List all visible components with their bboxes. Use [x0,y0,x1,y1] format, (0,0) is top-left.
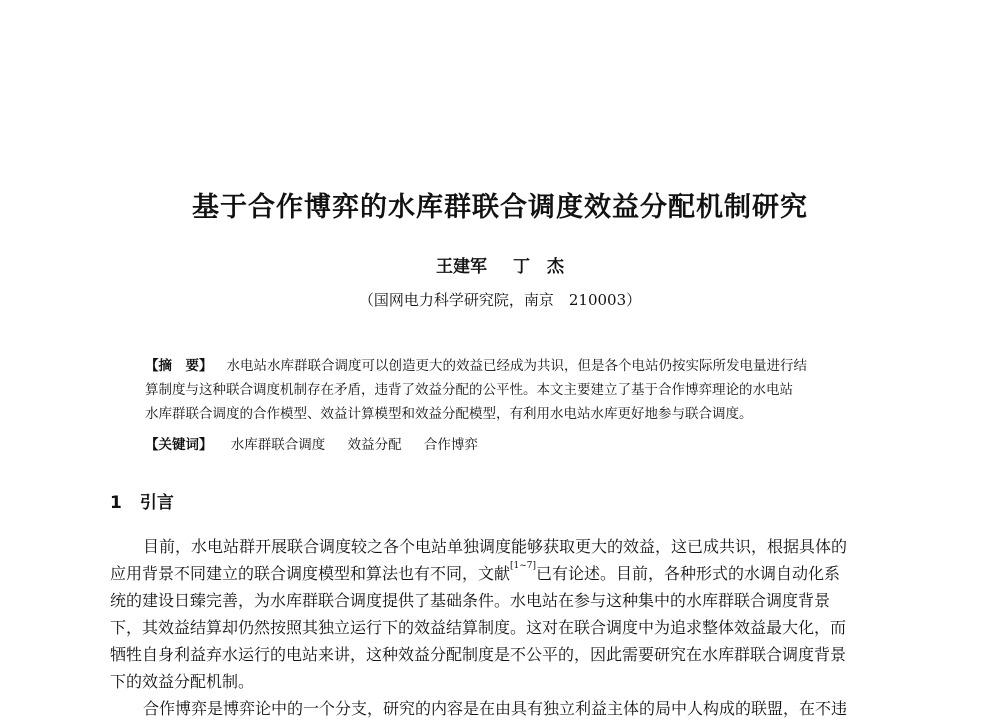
keywords [145,433,885,453]
body-line: 下，其效益结算却仍然按照其独立运行下的效益结算制度。这对在联合调度中为追求整体效益最大化，而 [110,618,847,637]
abstract-label: 【摘 要】 [145,358,213,374]
body-line: 下的效益分配机制。 [110,672,255,691]
body-line: 牺牲自身利益弃水运行的电站来讲，这种效益分配制度是不公平的，因此需要研究在水库群联合调度背景 [110,645,847,664]
abstract-line [145,354,885,378]
body-line [110,560,910,587]
body-line: 统的建设日臻完善，为水库群联合调度提供了基础条件。水电站在参与这种集中的水库群联合调度背景 [110,591,831,610]
body-text-segment: 应用背景不同建立的联合调度模型和算法也有不同，文献 [110,564,511,583]
body-text [110,533,910,722]
section-number: 1 [110,493,122,513]
citation-ref: [1~7] [510,561,537,571]
keywords-label: 【关键词】 [145,437,213,453]
abstract-text: 水库群联合调度的合作模型、效益计算模型和效益分配模型，有利用水电站水库更好地参与联合调度。 [145,406,753,422]
author-name: 丁 杰 [512,257,564,277]
abstract [145,354,885,426]
body-line: 目前，水电站群开展联合调度较之各个电站单独调度能够获取更大的效益，这已成共识，根据具体的 [143,537,848,556]
body-line: 合作博弈是博弈论中的一个分支，研究的内容是在由具有独立利益主体的局中人构成的联盟，在不违 [143,699,848,718]
body-text-segment: 已有论述。目前，各种形式的水调自动化系 [536,564,841,583]
keyword: 水库群联合调度 [230,437,326,453]
keyword: 效益分配 [347,437,402,453]
abstract-text: 算制度与这种联合调度机制存在矛盾，违背了效益分配的公平性。本文主要建立了基于合作博弈理论的水电站 [145,382,793,398]
abstract-text: 水电站水库群联合调度可以创造更大的效益已经成为共识，但是各个电站仍按实际所发电量进行结 [226,358,807,374]
section-heading [110,488,174,513]
keyword: 合作博弈 [423,437,478,453]
author-list [0,252,1000,277]
section-title: 引言 [139,493,174,513]
paper-title: 基于合作博弈的水库群联合调度效益分配机制研究 [192,192,808,223]
author-name: 王建军 [436,257,488,277]
affiliation: （国网电力科学研究院，南京 210003） [358,291,642,309]
